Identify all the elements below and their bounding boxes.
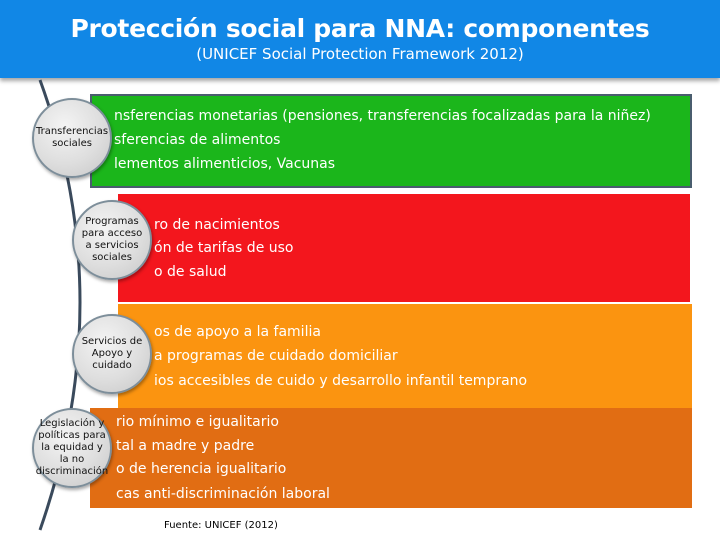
page-subtitle: (UNICEF Social Protection Framework 2012) (196, 45, 524, 63)
component-label: Servicios de Apoyo y cuidado (81, 336, 143, 371)
band-item: os de apoyo a la familia (154, 324, 321, 340)
component-node-cuidado (72, 314, 152, 394)
band-item: sferencias de alimentos (114, 132, 281, 148)
page-title: Protección social para NNA: componentes (70, 14, 650, 43)
band-item: o de herencia igualitario (116, 461, 287, 477)
band-item: ro de nacimientos (154, 217, 280, 233)
component-node-acceso (72, 200, 152, 280)
band-item: rio mínimo e igualitario (116, 414, 279, 430)
band-item: ón de tarifas de uso (154, 240, 294, 256)
band-item: o de salud (154, 264, 227, 280)
band-item: tal a madre y padre (116, 438, 255, 454)
component-label: Legislación y políticas para la equidad y la no discriminación (35, 418, 109, 477)
title-banner (0, 0, 720, 78)
band-item: cas anti-discriminación laboral (116, 486, 330, 502)
component-label: Transferencias sociales (35, 126, 109, 149)
component-label: Programas para acceso a servicios sociales (81, 216, 143, 263)
component-node-transferencias (32, 98, 112, 178)
band-item: ios accesibles de cuido y desarrollo infantil temprano (154, 373, 528, 389)
band-item: a programas de cuidado domiciliar (154, 348, 398, 364)
component-node-legislacion (32, 408, 112, 488)
source-note: Fuente: UNICEF (2012) (164, 520, 278, 531)
band-item: nsferencias monetarias (pensiones, transferencias focalizadas para la niñez) (114, 108, 651, 124)
band-item: lementos alimenticios, Vacunas (114, 156, 336, 172)
